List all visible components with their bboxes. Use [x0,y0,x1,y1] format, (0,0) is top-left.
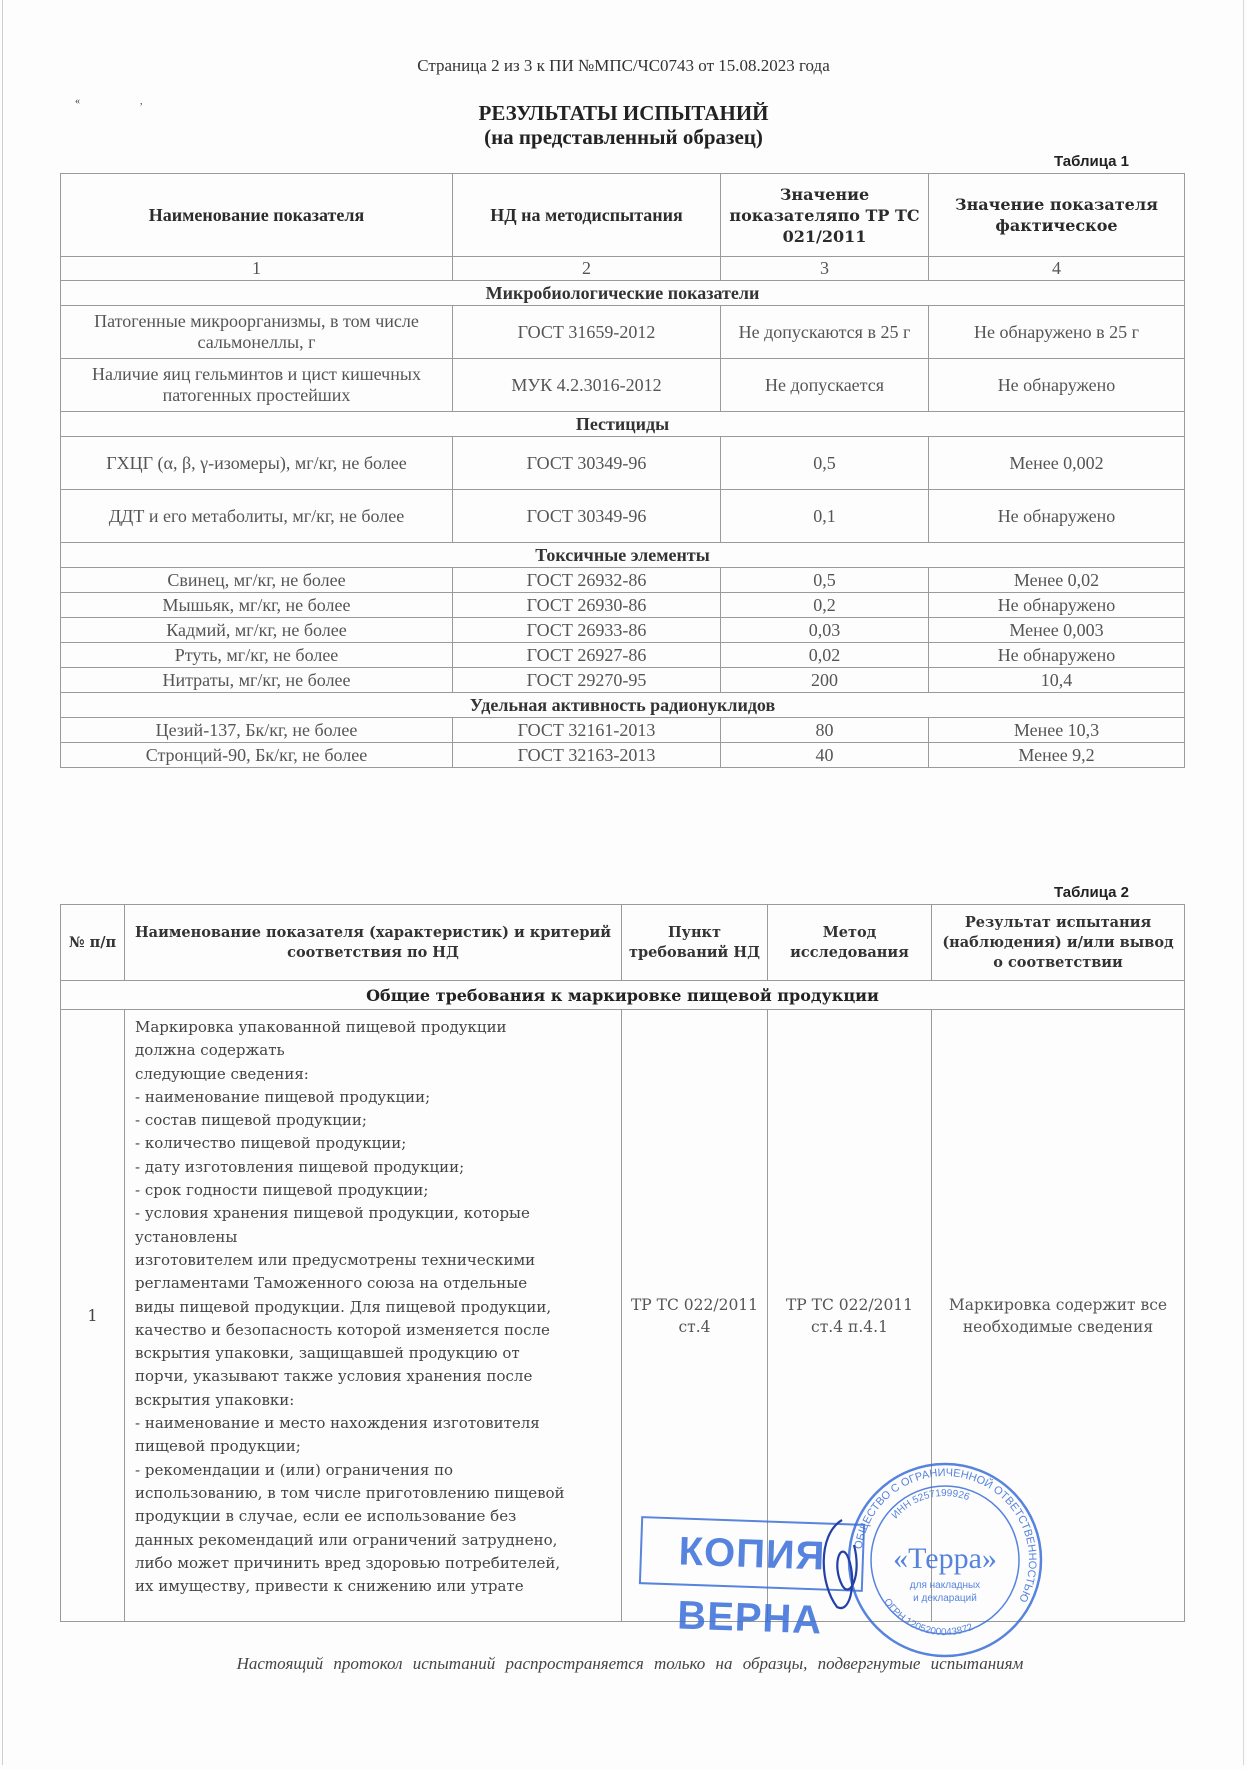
actual-value: Менее 10,3 [929,718,1185,743]
regulatory-limit: 0,5 [721,437,929,490]
requirement-clause: ТР ТС 022/2011 ст.4 [622,1010,768,1622]
seal-outer-text: ОБЩЕСТВО С ОГРАНИЧЕННОЙ ОТВЕТСТВЕННОСТЬЮ [852,1466,1039,1604]
requirement-line: - дату изготовления пищевой продукции; [135,1157,465,1176]
test-method-standard: ГОСТ 26927-86 [453,643,721,668]
table1-caption: Таблица 1 [1054,153,1130,170]
requirement-line: установлены [135,1227,238,1246]
test-method-standard: ГОСТ 30349-96 [453,490,721,543]
table2-header: Метод исследования [768,905,932,981]
requirement-line: пищевой продукции; [135,1437,301,1456]
seal-inn: ИНН 5257199926 [889,1487,971,1522]
section-title: Пестициды [61,412,1185,437]
page-header: Страница 2 из 3 к ПИ №МПС/ЧС0743 от 15.08.2023 года [417,56,830,75]
table1-section-row [61,543,1185,568]
table2-header: Результат испытания (наблюдения) и/или вывод о соответствии [932,905,1185,981]
actual-value: Не обнаружено [929,593,1185,618]
requirement-line: использованию, в том числе приготовлению пищевой [135,1483,565,1502]
column-number: 2 [453,257,721,281]
test-method-standard: ГОСТ 26930-86 [453,593,721,618]
speck: « [75,96,80,107]
title-line-1: РЕЗУЛЬТАТЫ ИСПЫТАНИЙ [478,101,769,125]
regulatory-limit: 0,2 [721,593,929,618]
requirement-line: - срок годности пищевой продукции; [135,1181,429,1200]
section-title: Токсичные элементы [61,543,1185,568]
actual-value: Не обнаружено [929,359,1185,412]
requirement-line: качество и безопасность которой изменяется после [135,1320,550,1339]
speck: , [140,96,143,107]
section-title: Общие требования к маркировке пищевой продукции [61,981,1185,1010]
seal-company-name: «Терра» [893,1542,997,1575]
requirement-line: регламентами Таможенного союза на отдельные [135,1274,528,1293]
requirement-line: их имуществу, привести к снижению или утрате [135,1577,524,1596]
seal-ogrn: ОГРН 1205200043872 [881,1596,975,1639]
test-result: Маркировка содержит все необходимые сведения [932,1010,1185,1622]
seal-subtitle-2: и деклараций [913,1593,977,1604]
section-title: Микробиологические показатели [61,281,1185,306]
table2-section-row [61,981,1185,1010]
regulatory-limit: 40 [721,743,929,768]
test-method: ТР ТС 022/2011 ст.4 п.4.1 [768,1010,932,1622]
requirement-line: виды пищевой продукции. Для пищевой продукции, [135,1297,552,1316]
actual-value: Менее 0,02 [929,568,1185,593]
test-method-standard: ГОСТ 29270-95 [453,668,721,693]
requirement-line: - наименование и место нахождения изготовителя [135,1414,540,1433]
requirement-line: - условия хранения пищевой продукции, которые [135,1204,530,1223]
table2-header: № п/п [61,905,125,981]
requirement-line: порчи, указывают также условия хранения после [135,1367,533,1386]
table1-column-numbers [61,257,1185,281]
results-table-1 [60,173,1185,768]
table1-row [61,743,1185,768]
signature [812,1515,872,1615]
table2-header: Пункт требований НД [622,905,768,981]
indicator-name: Свинец, мг/кг, не более [61,568,453,593]
requirement-line: должна содержать [135,1041,285,1060]
requirement-line: - количество пищевой продукции; [135,1134,407,1153]
test-method-standard: ГОСТ 26932-86 [453,568,721,593]
title-line-2: (на представленный образец) [484,125,763,149]
table1-header: Наименование показателя [61,174,453,257]
table1-section-row [61,693,1185,718]
actual-value: Не обнаружено в 25 г [929,306,1185,359]
test-method-standard: МУК 4.2.3016-2012 [453,359,721,412]
table2-caption: Таблица 2 [1054,884,1130,901]
requirement-line: - наименование пищевой продукции; [135,1087,431,1106]
indicator-name: ГХЦГ (α, β, γ-изомеры), мг/кг, не более [61,437,453,490]
section-title: Удельная активность радионуклидов [61,693,1185,718]
protocol-disclaimer: Настоящий протокол испытаний распространяется только на образцы, подвергнутые испытаниям [236,1654,1024,1673]
table1-row [61,593,1185,618]
regulatory-limit: 0,1 [721,490,929,543]
indicator-name: Нитраты, мг/кг, не более [61,668,453,693]
requirement-line: вскрытия упаковки, защищавшей продукцию от [135,1344,520,1363]
requirement-text [125,1010,622,1622]
indicator-name: ДДТ и его метаболиты, мг/кг, не более [61,490,453,543]
requirement-line: - состав пищевой продукции; [135,1111,367,1130]
requirement-line: продукции в случае, если ее использование без [135,1507,517,1526]
requirement-line: - рекомендации и (или) ограничения по [135,1460,454,1479]
requirement-line: изготовителем или предусмотрены техническими [135,1250,536,1269]
table1-header: Значение показателяпо ТР ТС 021/2011 [721,174,929,257]
actual-value: Менее 0,003 [929,618,1185,643]
seal-subtitle-1: для накладных [909,1580,981,1591]
requirement-line: либо может причинить вред здоровью потребителей, [135,1553,561,1572]
requirement-line: следующие сведения: [135,1064,309,1083]
column-number: 1 [61,257,453,281]
indicator-name: Стронций-90, Бк/кг, не более [61,743,453,768]
column-number: 3 [721,257,929,281]
indicator-name: Мышьяк, мг/кг, не более [61,593,453,618]
table1-header: Значение показателя фактическое [929,174,1185,257]
table1-row [61,643,1185,668]
indicator-name: Патогенные микроорганизмы, в том числе сальмонеллы, г [61,306,453,359]
regulatory-limit: 0,03 [721,618,929,643]
table1-row [61,437,1185,490]
document-title [0,101,1247,149]
table1-row [61,618,1185,643]
actual-value: Менее 9,2 [929,743,1185,768]
indicator-name: Кадмий, мг/кг, не более [61,618,453,643]
requirement-line: данных рекомендаций или ограничений затруднено, [135,1530,558,1549]
table1-row [61,306,1185,359]
table2-header-row [61,905,1185,981]
table1-row [61,359,1185,412]
test-method-standard: ГОСТ 30349-96 [453,437,721,490]
table1-section-row [61,281,1185,306]
table2-header: Наименование показателя (характеристик) и критерий соответствия по НД [125,905,622,981]
table1-header-row [61,174,1185,257]
row-number: 1 [61,1010,125,1622]
actual-value: Не обнаружено [929,643,1185,668]
table1-section-row [61,412,1185,437]
regulatory-limit: 0,5 [721,568,929,593]
test-method-standard: ГОСТ 31659-2012 [453,306,721,359]
copy-certified-stamp: КОПИЯ ВЕРНА [639,1516,865,1592]
regulatory-limit: 80 [721,718,929,743]
regulatory-limit: Не допускается [721,359,929,412]
test-method-standard: ГОСТ 32161-2013 [453,718,721,743]
table1-row [61,568,1185,593]
indicator-name: Наличие яиц гельминтов и цист кишечных патогенных простейших [61,359,453,412]
indicator-name: Цезий-137, Бк/кг, не более [61,718,453,743]
table1-header: НД на методиспытания [453,174,721,257]
actual-value: Менее 0,002 [929,437,1185,490]
actual-value: Не обнаружено [929,490,1185,543]
actual-value: 10,4 [929,668,1185,693]
table1-row [61,490,1185,543]
requirement-line: Маркировка упакованной пищевой продукции [135,1018,507,1036]
test-method-standard: ГОСТ 32163-2013 [453,743,721,768]
table1-row [61,668,1185,693]
table1-row [61,718,1185,743]
column-number: 4 [929,257,1185,281]
regulatory-limit: 200 [721,668,929,693]
test-method-standard: ГОСТ 26933-86 [453,618,721,643]
regulatory-limit: Не допускаются в 25 г [721,306,929,359]
company-seal [845,1460,1045,1660]
indicator-name: Ртуть, мг/кг, не более [61,643,453,668]
requirement-line: вскрытия упаковки: [135,1390,295,1409]
regulatory-limit: 0,02 [721,643,929,668]
